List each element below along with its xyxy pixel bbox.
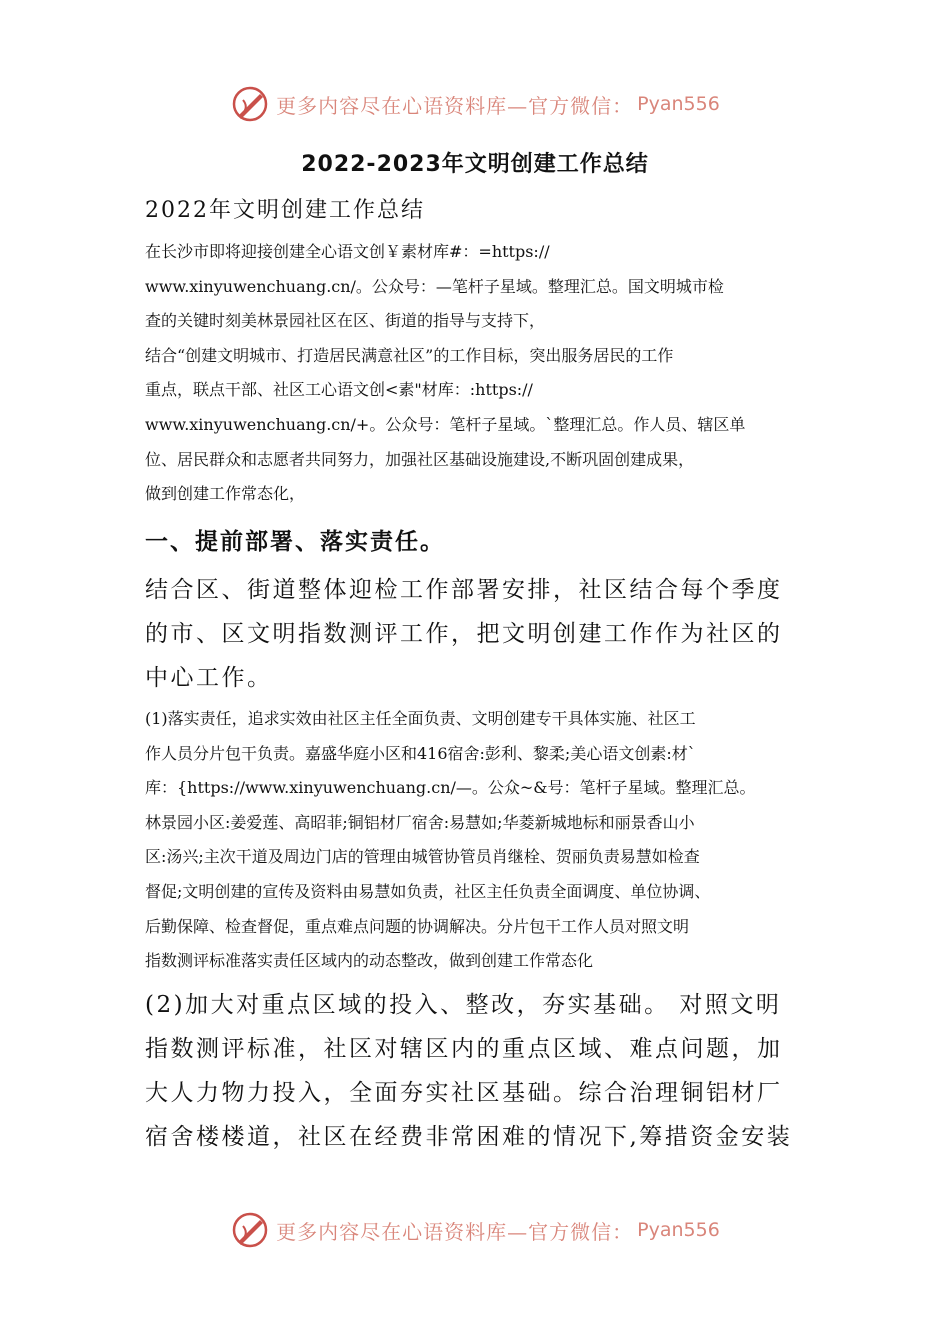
watermark-text: 更多内容尽在心语资料库—官方微信：	[276, 93, 634, 118]
intro-line: 结合“创建文明城市、打造居民满意社区”的工作目标，突出服务居民的工作	[145, 345, 674, 365]
intro-line: www.xinyuwenchuang.cn/+。公众号：笔杆子星域。`整理汇总。作人员、辖区单	[145, 414, 746, 434]
item1-paragraph	[145, 702, 825, 979]
item1-line: 指数测评标准落实责任区域内的动态整改，做到创建工作常态化	[145, 951, 594, 971]
intro-paragraph	[145, 235, 825, 512]
intro-line: 查的关键时刻美林景园社区在区、街道的指导与支持下，	[145, 311, 546, 331]
section1-line: 中心工作。	[145, 665, 273, 691]
item1-line: (1)落实责任，追求实效由社区主任全面负责、文明创建专干具体实施、社区工	[145, 709, 696, 728]
watermark-text: 更多内容尽在心语资料库—官方微信：	[276, 1219, 634, 1244]
intro-line: www.xinyuwenchuang.cn/。公众号：—笔杆子星域。整理汇总。国文明城市检	[145, 276, 724, 296]
intro-line: 重点，联点干部、社区工心语文创<素"材库：:https://	[145, 380, 533, 400]
item2-line: 大人力物力投入，全面夯实社区基础。综合治理铜铝材厂	[145, 1080, 783, 1106]
section1-line: 结合区、街道整体迎检工作部署安排，社区结合每个季度	[145, 577, 783, 603]
item2-line: 指数测评标准，社区对辖区内的重点区域、难点问题，加	[145, 1036, 783, 1062]
watermark-footer	[0, 1206, 950, 1254]
intro-line: 在长沙市即将迎接创建全心语文创￥素材库#：=https://	[145, 242, 550, 261]
watermark-wechat-id: Pyan556	[637, 93, 720, 115]
watermark-wechat-id: Pyan556	[637, 1219, 720, 1241]
document-subtitle: 2022年文明创建工作总结	[145, 198, 425, 223]
pen-logo-icon	[230, 84, 270, 124]
item2-line: (2)加大对重点区域的投入、整改，夯实基础。 对照文明	[145, 992, 782, 1018]
section1-line: 的市、区文明指数测评工作，把文明创建工作作为社区的	[145, 621, 783, 647]
item2-line: 宿舍楼楼道，社区在经费非常困难的情况下,筹措资金安装	[145, 1124, 793, 1150]
item1-line: 作人员分片包干负责。嘉盛华庭小区和416宿舍:彭利、黎柔;美心语文创素:材`	[145, 743, 696, 763]
item1-line: 林景园小区:姜爱莲、高昭菲;铜铝材厂宿舍:易慧如;华菱新城地标和丽景香山小	[145, 812, 695, 832]
item1-line: 库：{https://www.xinyuwenchuang.cn/—。公众~&号：笔杆子星域。整理汇总。	[145, 778, 756, 798]
document-title: 2022-2023年文明创建工作总结	[301, 152, 649, 177]
watermark-header	[0, 80, 950, 128]
item2-paragraph	[145, 983, 825, 1159]
intro-line: 做到创建工作常态化，	[145, 484, 306, 504]
item1-line: 区:汤兴;主次干道及周边门店的管理由城管协管员肖继栓、贺丽负责易慧如检查	[145, 847, 700, 867]
intro-line: 位、居民群众和志愿者共同努力，加强社区基础设施建设,不断巩固创建成果，	[145, 449, 695, 469]
section-heading: 一、提前部署、落实责任。	[145, 529, 445, 555]
item1-line: 督促;文明创建的宣传及资料由易慧如负责，社区主任负责全面调度、单位协调、	[145, 881, 711, 901]
item1-line: 后勤保障、检查督促，重点难点问题的协调解决。分片包干工作人员对照文明	[145, 916, 690, 936]
pen-logo-icon	[230, 1210, 270, 1250]
section1-paragraph	[145, 568, 825, 700]
